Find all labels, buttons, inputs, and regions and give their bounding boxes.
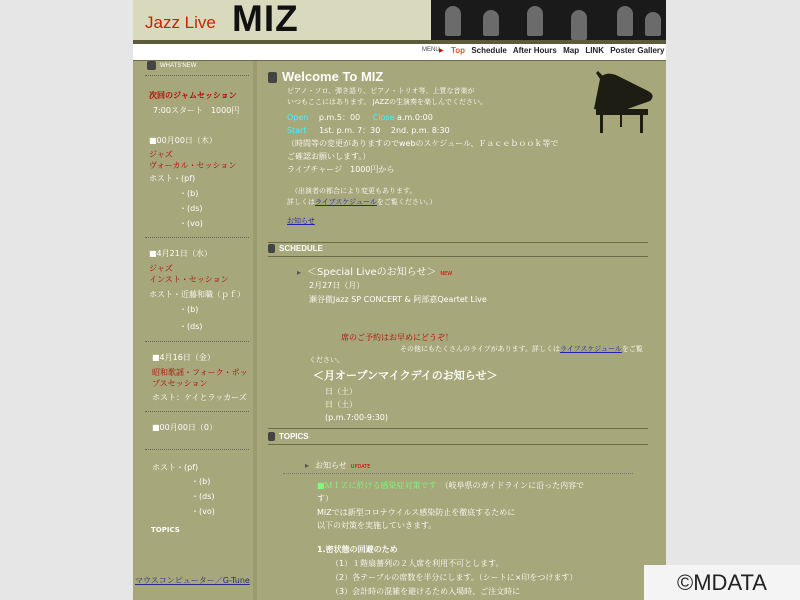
event-date: ■4月16日（金） — [152, 353, 215, 362]
welcome-title-text: Welcome To MIZ — [282, 69, 384, 84]
event-member: ・(b) — [179, 189, 199, 198]
covid-heading-note: （岐阜県のガイドラインに沿った内容で — [440, 481, 585, 490]
more-lives-text: その他にもたくさんのライブがあります。詳しくは — [400, 345, 561, 353]
topics-heading — [268, 432, 309, 441]
site-header — [133, 0, 666, 40]
info-icon — [147, 61, 156, 70]
sidebar-topics-label: TOPICS — [151, 526, 180, 534]
live-schedule-link[interactable]: ライブスケジュール — [315, 198, 377, 206]
top-nav — [133, 44, 666, 60]
brand-subtitle: Jazz Live — [145, 13, 216, 32]
event-genre: 昭和歌謡・フォーク・ポッ — [152, 368, 248, 377]
bullet-icon: ▸ — [305, 461, 310, 470]
event-member: ・(vo) — [191, 507, 215, 516]
event-member: ・(b) — [191, 477, 211, 486]
schedule-date: 2月27日（月） — [309, 281, 365, 290]
notice-link[interactable]: お知らせ — [287, 217, 315, 225]
info-icon — [268, 432, 275, 441]
notice-text: ご確認お願いします。） — [287, 152, 371, 161]
sidebar-heading — [147, 61, 196, 70]
event-host: ホスト・近藤和職（ｐｆ） — [149, 290, 245, 299]
divider — [283, 473, 633, 474]
event-genre: ジャズ — [149, 264, 173, 273]
covid-heading-note-2: す） — [317, 494, 333, 503]
intro-text: ピアノ・ソロ、弾き語り、ピアノ・トリオ等、上質な音楽が — [287, 87, 475, 95]
event-genre: インスト・セッション — [149, 275, 229, 284]
event-member: ・(ds) — [179, 322, 203, 331]
section-divider — [268, 428, 648, 429]
reserve-notice: 席のご予約はお早めにどうぞ！ — [341, 333, 453, 342]
nav-item-poster-gallery[interactable]: Poster Gallery — [610, 46, 665, 55]
site-container — [133, 0, 666, 600]
divider — [145, 411, 249, 412]
event-member: ・(b) — [179, 305, 199, 314]
covid-heading: ■ＭＩＺに於ける感染症対策です — [317, 481, 437, 490]
change-notice-prefix: 詳しくは — [287, 198, 315, 206]
info-icon — [268, 72, 277, 83]
event-date: ■00月00日（木） — [149, 136, 217, 145]
event-member: ・(ds) — [179, 204, 203, 213]
change-notice: （出演者の都合により変更もあります。 — [291, 187, 417, 195]
open-mic-time: (p.m.7:00-9:30) — [325, 413, 389, 422]
close-value: a.m.0:00 — [397, 113, 433, 122]
session-title: 次回のジャムセッション — [149, 91, 237, 100]
open-value: p.m.5：00 — [318, 113, 361, 122]
covid-intro: 以下の対策を実施していきます。 — [317, 521, 437, 530]
banner-link[interactable]: マウスコンピューター／G-Tune — [135, 576, 250, 585]
event-date: ■00月00日（0） — [152, 423, 218, 432]
event-genre: ジャズ — [149, 150, 173, 159]
covid-intro: MIZでは新型コロナウイルス感染防止を徹底するために — [317, 508, 516, 517]
notice-text: （時間等の変更がありますのでwebのスケジュール、Ｆａｃｅｂｏｏｋ等で — [287, 139, 559, 148]
covid-item: （3）会計時の混雑を避けるため入場時、ご注文時に — [331, 587, 521, 596]
schedule-heading-label: SCHEDULE — [279, 244, 324, 253]
intro-text: いつもここにはあります。 JAZZの生演奏を楽しんでください。 — [287, 98, 487, 106]
menu-label: MENU — [422, 47, 440, 53]
nav-item-link[interactable]: LINK — [585, 46, 604, 55]
schedule-event: 瀬谷徹Jazz SP CONCERT & 阿部嘉Qeartet Live — [309, 295, 487, 304]
brand-logo[interactable]: MIZ — [232, 0, 299, 39]
sidebar — [133, 61, 253, 600]
divider — [145, 449, 249, 450]
update-badge: UPDATE — [350, 464, 371, 470]
covid-item: （2）各テーブルの席数を半分にします。（シートに×印をつけます） — [331, 573, 578, 582]
special-live-title: ＜Special Liveのお知らせ＞ — [307, 267, 437, 278]
open-label: Open — [287, 113, 309, 122]
event-host: ホスト・(pf) — [149, 174, 196, 183]
change-notice-suffix: をご覧ください。） — [376, 198, 437, 206]
open-mic-day: 日（土） — [325, 400, 357, 409]
piano-icon — [586, 69, 658, 137]
schedule-heading — [268, 244, 323, 253]
topics-heading-label: TOPICS — [279, 432, 309, 441]
divider — [145, 237, 249, 238]
open-mic-day: 日（土） — [325, 387, 357, 396]
main-content — [253, 61, 666, 600]
live-schedule-link-2[interactable]: ライフスケジュール — [560, 345, 622, 353]
event-genre: ヴォーカル・セッション — [149, 161, 237, 170]
new-badge: NEW — [440, 271, 453, 277]
nav-item-schedule[interactable]: Schedule — [471, 46, 507, 55]
nav-item-top[interactable]: Top — [451, 46, 466, 55]
topic-title: お知らせ — [315, 461, 347, 470]
event-member: ・(vo) — [179, 219, 203, 228]
bullet-icon: ▸ — [297, 268, 302, 277]
section-divider — [268, 256, 648, 257]
info-icon — [268, 244, 275, 253]
start-label: Start — [287, 126, 307, 135]
column-separator — [253, 61, 257, 600]
event-member: ・(ds) — [191, 492, 215, 501]
covid-item: （1）１階扇薔列の２人席を利用不可とします。 — [331, 559, 504, 568]
open-mic-title: ＜月オープンマイクデイのお知らせ＞ — [313, 369, 498, 382]
event-host: ホスト・(pf) — [152, 463, 199, 472]
nav-item-after-hours[interactable]: After Hours — [512, 46, 557, 55]
sidebar-heading-label: WHATS'NEW — [160, 63, 197, 70]
event-host: ホスト：ケイとラッカーズ — [152, 393, 247, 402]
start-value: 1st. p.m. 7：30 2nd. p.m. 8:30 — [319, 126, 450, 135]
watermark: ©MDATA — [644, 565, 800, 600]
menu-arrow-icon: ▶ — [439, 48, 444, 54]
welcome-heading — [268, 69, 383, 84]
divider — [145, 341, 249, 342]
header-photo-strip — [431, 0, 666, 40]
close-label: Close — [372, 113, 395, 122]
session-start-time: 7:00スタート 1000円 — [153, 106, 240, 115]
event-genre: プスセッション — [152, 379, 208, 388]
event-date: ■4月21日（水） — [149, 249, 212, 258]
nav-item-map[interactable]: Map — [563, 46, 580, 55]
live-charge: ライブチャージ 1000円から — [287, 165, 395, 174]
section-divider — [268, 242, 648, 243]
more-lives-text-2: ください。 — [309, 356, 344, 364]
section-divider — [268, 444, 648, 445]
covid-section: 1.密状態の回避のため — [317, 545, 398, 554]
more-lives-suffix: をご覧 — [621, 345, 643, 353]
divider — [145, 75, 249, 76]
